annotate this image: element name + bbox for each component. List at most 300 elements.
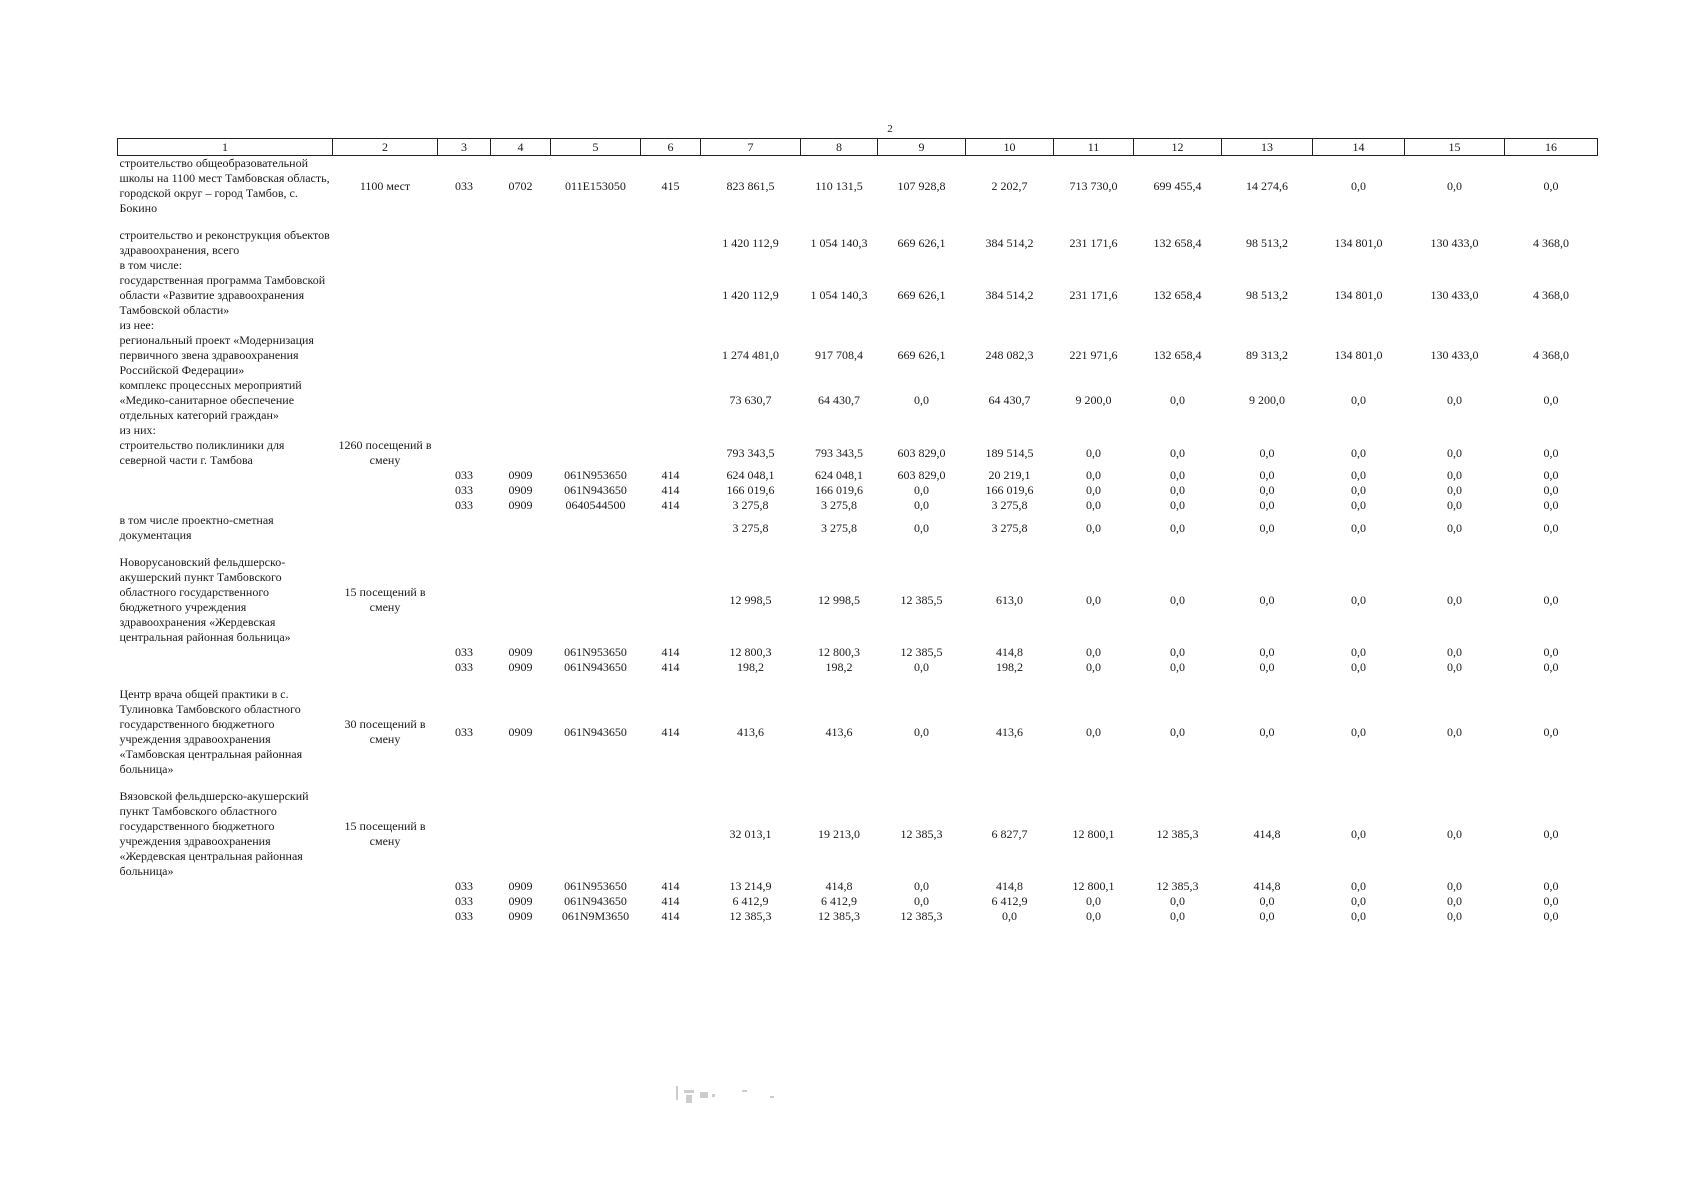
value-cell: 6 412,9 (821, 894, 857, 908)
value-cell: 0,0 (1086, 894, 1101, 908)
value-cell: 384 514,2 (985, 235, 1034, 250)
table-row (118, 513, 1598, 543)
spacer-cell (118, 777, 1598, 789)
column-header: 5 (551, 139, 641, 156)
value-cell: 9 200,0 (1075, 393, 1112, 407)
capacity-cell (333, 378, 438, 423)
table-row (118, 879, 1598, 894)
code-cell (641, 273, 701, 318)
value-cell: 414,8 (825, 879, 853, 893)
table-row (118, 378, 1598, 423)
value-cell: 0,0 (914, 894, 929, 908)
value-cell: 110 131,5 (815, 178, 863, 193)
code-cell (491, 555, 551, 645)
value-cell: 0,0 (914, 879, 929, 893)
code-cell: 061N953650 (564, 468, 627, 482)
value-cell: 20 219,1 (988, 468, 1031, 482)
spacer-row (118, 777, 1598, 789)
value-cell: 0,0 (1351, 592, 1366, 607)
capacity-cell (333, 483, 438, 498)
capacity-cell (333, 909, 438, 924)
value-cell: 0,0 (914, 483, 929, 497)
value-cell: 64 430,7 (818, 393, 860, 407)
value-cell: 0,0 (1351, 826, 1366, 841)
row-name: комплекс процессных мероприятий «Медико-санитарное обеспечение отдельных категорий граждан» (119, 378, 302, 422)
value-cell: 917 708,4 (815, 348, 863, 362)
code-cell (438, 438, 491, 468)
column-header: 12 (1134, 139, 1222, 156)
value-cell: 198,2 (825, 660, 853, 674)
code-cell: 0909 (508, 483, 533, 497)
note-text: в том числе: (119, 258, 183, 272)
value-cell: 0,0 (1086, 909, 1101, 923)
value-cell: 4 368,0 (1533, 235, 1569, 250)
code-cell (641, 513, 701, 543)
spacer-cell (118, 216, 1598, 228)
value-cell: 0,0 (1086, 724, 1101, 739)
spacer-row (118, 543, 1598, 555)
value-cell: 6 412,9 (732, 894, 769, 908)
value-cell: 1 054 140,3 (810, 288, 868, 302)
row-name: региональный проект «Модернизация первичного звена здравоохранения Российской Федерации» (119, 333, 314, 377)
code-cell (551, 438, 641, 468)
value-cell: 414,8 (1253, 879, 1281, 893)
value-cell: 0,0 (1259, 724, 1275, 739)
code-cell: 061N9M3650 (561, 909, 630, 923)
row-name (118, 645, 333, 660)
capacity-cell (333, 228, 438, 258)
code-cell (641, 378, 701, 423)
code-cell: 033 (455, 879, 473, 893)
value-cell: 0,0 (1170, 645, 1185, 659)
code-cell: 061N943650 (564, 724, 627, 739)
value-cell: 130 433,0 (1430, 235, 1479, 250)
value-cell: 0,0 (1543, 879, 1559, 893)
value-cell: 0,0 (1351, 483, 1366, 497)
value-cell: 12 800,3 (818, 645, 860, 659)
value-cell: 0,0 (1351, 393, 1366, 407)
value-cell: 0,0 (1170, 468, 1185, 482)
value-cell: 0,0 (1447, 498, 1462, 512)
code-cell (551, 555, 641, 645)
value-cell: 0,0 (1086, 645, 1101, 659)
value-cell: 414,8 (996, 645, 1023, 659)
column-header: 6 (641, 139, 701, 156)
value-cell: 0,0 (1447, 724, 1462, 739)
code-cell (641, 789, 701, 879)
value-cell: 13 214,9 (729, 879, 772, 893)
code-cell: 033 (455, 468, 473, 482)
value-cell: 0,0 (1351, 660, 1366, 674)
value-cell: 166 019,6 (815, 483, 863, 497)
code-cell (551, 273, 641, 318)
value-cell: 413,6 (737, 724, 764, 739)
row-name: в том числе проектно-сметная документация (119, 513, 274, 542)
value-cell: 0,0 (1543, 660, 1559, 674)
code-cell (438, 273, 491, 318)
value-cell: 413,6 (825, 724, 853, 739)
code-cell: 033 (455, 645, 473, 659)
value-cell: 414,8 (996, 879, 1023, 893)
value-cell: 0,0 (914, 660, 929, 674)
capacity-cell (333, 333, 438, 378)
code-cell (641, 228, 701, 258)
value-cell: 0,0 (1543, 483, 1559, 497)
note-text: из нее: (119, 318, 155, 332)
table-row (118, 156, 1598, 217)
code-cell (438, 333, 491, 378)
code-cell: 033 (455, 660, 473, 674)
value-cell: 0,0 (1170, 660, 1185, 674)
value-cell: 12 385,3 (729, 909, 772, 923)
value-cell: 0,0 (1086, 483, 1101, 497)
value-cell: 414,8 (1253, 826, 1281, 841)
value-cell: 132 658,4 (1153, 235, 1202, 250)
value-cell: 12 998,5 (818, 592, 860, 607)
value-cell: 0,0 (1259, 894, 1275, 908)
column-header: 2 (333, 139, 438, 156)
code-cell (641, 333, 701, 378)
value-cell: 1 420 112,9 (722, 288, 779, 302)
code-cell: 061N953650 (564, 879, 627, 893)
value-cell: 0,0 (1351, 520, 1366, 535)
code-cell: 0702 (508, 178, 533, 193)
value-cell: 699 455,4 (1153, 178, 1202, 193)
code-cell: 033 (455, 909, 473, 923)
code-cell: 414 (661, 498, 680, 512)
table-row (118, 645, 1598, 660)
code-cell: 061N943650 (564, 660, 627, 674)
spacer-row (118, 216, 1598, 228)
value-cell: 0,0 (914, 393, 929, 407)
value-cell: 0,0 (1447, 520, 1462, 535)
capacity-cell: 1100 мест (359, 178, 411, 193)
note-text: из них: (119, 423, 156, 437)
budget-table (117, 138, 1598, 924)
row-name (118, 483, 333, 498)
value-cell: 130 433,0 (1430, 348, 1479, 362)
value-cell: 0,0 (1086, 520, 1101, 535)
value-cell: 0,0 (1543, 724, 1559, 739)
value-cell: 0,0 (1447, 879, 1462, 893)
code-cell (641, 555, 701, 645)
row-name: строительство поликлиники для северной части г. Тамбова (119, 438, 285, 467)
value-cell: 0,0 (1086, 592, 1101, 607)
value-cell: 132 658,4 (1153, 288, 1202, 302)
capacity-cell (333, 879, 438, 894)
row-name: строительство общеобразовательной школы на 1100 мест Тамбовская область, городской округ – город Тамбов, с. Бокино (119, 156, 330, 215)
value-cell: 12 385,5 (900, 645, 943, 659)
code-cell: 033 (455, 483, 473, 497)
value-cell: 669 626,1 (897, 348, 946, 362)
value-cell: 0,0 (1086, 445, 1101, 460)
code-cell (551, 513, 641, 543)
column-header: 16 (1505, 139, 1598, 156)
table-row (118, 228, 1598, 258)
table-row (118, 468, 1598, 483)
value-cell: 0,0 (1351, 178, 1366, 193)
value-cell: 0,0 (1447, 445, 1462, 460)
value-cell: 0,0 (1447, 826, 1462, 841)
capacity-cell (333, 273, 438, 318)
value-cell: 0,0 (1543, 645, 1559, 659)
note-row (118, 258, 1598, 273)
value-cell: 0,0 (1447, 909, 1462, 923)
value-cell: 12 385,3 (1156, 879, 1199, 893)
note-row (118, 423, 1598, 438)
code-cell: 0909 (508, 894, 533, 908)
value-cell: 12 800,1 (1072, 826, 1115, 841)
code-cell (551, 789, 641, 879)
value-cell: 0,0 (1259, 592, 1275, 607)
value-cell: 0,0 (1447, 660, 1462, 674)
value-cell: 613,0 (996, 592, 1023, 607)
value-cell: 0,0 (1259, 468, 1275, 482)
row-name: строительство и реконструкция объектов здравоохранения, всего (119, 228, 330, 257)
value-cell: 3 275,8 (991, 520, 1028, 535)
value-cell: 0,0 (1543, 592, 1559, 607)
value-cell: 1 054 140,3 (810, 235, 868, 250)
value-cell: 0,0 (1447, 178, 1462, 193)
value-cell: 12 385,3 (900, 826, 943, 841)
value-cell: 64 430,7 (988, 393, 1031, 407)
code-cell: 415 (661, 178, 680, 193)
code-cell: 414 (661, 724, 680, 739)
value-cell: 0,0 (1351, 894, 1366, 908)
value-cell: 0,0 (1351, 879, 1366, 893)
value-cell: 0,0 (1259, 660, 1275, 674)
code-cell: 0909 (508, 909, 533, 923)
value-cell: 6 827,7 (991, 826, 1028, 841)
value-cell: 9 200,0 (1249, 393, 1285, 407)
code-cell (438, 378, 491, 423)
capacity-cell (333, 894, 438, 909)
value-cell: 198,2 (996, 660, 1023, 674)
capacity-cell (333, 468, 438, 483)
value-cell: 0,0 (1351, 909, 1366, 923)
value-cell: 0,0 (914, 724, 929, 739)
row-name: государственная программа Тамбовской области «Развитие здравоохранения Тамбовской области» (119, 273, 326, 317)
value-cell: 669 626,1 (897, 288, 946, 302)
code-cell: 0909 (508, 879, 533, 893)
value-cell: 134 801,0 (1334, 235, 1383, 250)
code-cell: 011E153050 (565, 178, 626, 193)
table-row (118, 555, 1598, 645)
value-cell: 0,0 (1086, 468, 1101, 482)
code-cell: 414 (661, 879, 680, 893)
value-cell: 134 801,0 (1334, 288, 1383, 302)
table-row (118, 438, 1598, 468)
value-cell: 231 171,6 (1069, 235, 1118, 250)
code-cell (551, 228, 641, 258)
value-cell: 0,0 (1259, 498, 1275, 512)
row-name (118, 894, 333, 909)
value-cell: 32 013,1 (729, 826, 772, 841)
code-cell: 061N943650 (564, 483, 627, 497)
code-cell: 414 (661, 909, 680, 923)
code-cell (491, 378, 551, 423)
code-cell: 033 (455, 178, 473, 193)
row-name: Вязовской фельдшерско-акушерский пункт Тамбовского областного государственного бюджетного учреждения здравоохранения «Жердевская центральная районная больница» (119, 789, 309, 878)
code-cell: 414 (661, 660, 680, 674)
column-header: 4 (491, 139, 551, 156)
value-cell: 0,0 (1447, 645, 1462, 659)
value-cell: 107 928,8 (897, 178, 946, 193)
value-cell: 0,0 (1543, 498, 1559, 512)
value-cell: 189 514,5 (985, 445, 1034, 460)
value-cell: 0,0 (1259, 445, 1275, 460)
value-cell: 3 275,8 (732, 520, 769, 535)
spacer-cell (118, 543, 1598, 555)
value-cell: 0,0 (1086, 660, 1101, 674)
value-cell: 0,0 (1447, 483, 1462, 497)
value-cell: 0,0 (1259, 909, 1275, 923)
table-row (118, 894, 1598, 909)
code-cell (438, 555, 491, 645)
value-cell: 231 171,6 (1069, 288, 1118, 302)
value-cell: 14 274,6 (1246, 178, 1288, 193)
code-cell: 0909 (508, 660, 533, 674)
code-cell: 0909 (508, 498, 533, 512)
value-cell: 624 048,1 (815, 468, 863, 482)
page-number: 2 (887, 123, 893, 135)
value-cell: 0,0 (1170, 483, 1185, 497)
value-cell: 0,0 (1447, 468, 1462, 482)
value-cell: 669 626,1 (897, 235, 946, 250)
capacity-cell: 30 посещений в смену (344, 717, 426, 746)
row-name: Новорусановский фельдшерско-акушерский пункт Тамбовского областного государственного бюджетного учреждения здравоохранения «Жердевская центральная районная больница» (119, 555, 291, 644)
capacity-cell (333, 660, 438, 675)
value-cell: 19 213,0 (818, 826, 860, 841)
code-cell (438, 789, 491, 879)
value-cell: 0,0 (1170, 894, 1185, 908)
value-cell: 0,0 (1447, 894, 1462, 908)
value-cell: 12 998,5 (729, 592, 772, 607)
code-cell: 0640544500 (565, 498, 626, 512)
value-cell: 0,0 (1259, 483, 1275, 497)
value-cell: 793 343,5 (726, 445, 775, 460)
value-cell: 603 829,0 (897, 468, 946, 482)
row-name: Центр врача общей практики в с. Тулиновка Тамбовского областного государственного бюджетного учреждения здравоохранения «Тамбовская центральная районная больница» (119, 687, 303, 776)
value-cell: 0,0 (1543, 894, 1559, 908)
code-cell (551, 333, 641, 378)
code-cell (491, 438, 551, 468)
value-cell: 0,0 (1543, 445, 1559, 460)
column-header: 8 (801, 139, 878, 156)
value-cell: 0,0 (1351, 445, 1366, 460)
code-cell: 061N943650 (564, 894, 627, 908)
capacity-cell: 15 посещений в смену (344, 819, 426, 848)
value-cell: 413,6 (996, 724, 1023, 739)
value-cell: 3 275,8 (991, 498, 1028, 512)
capacity-cell: 15 посещений в смену (344, 585, 426, 614)
value-cell: 0,0 (1002, 909, 1017, 923)
value-cell: 98 513,2 (1246, 288, 1288, 302)
value-cell: 12 800,1 (1072, 879, 1115, 893)
column-header: 11 (1054, 139, 1134, 156)
code-cell: 0909 (508, 724, 533, 739)
value-cell: 0,0 (1351, 468, 1366, 482)
code-cell: 0909 (508, 468, 533, 482)
value-cell: 823 861,5 (726, 178, 775, 193)
table-row (118, 333, 1598, 378)
spacer-cell (118, 675, 1598, 687)
column-header: 1 (118, 139, 333, 156)
row-name (118, 468, 333, 483)
value-cell: 0,0 (1351, 724, 1366, 739)
code-cell (491, 273, 551, 318)
value-cell: 134 801,0 (1334, 348, 1383, 362)
value-cell: 0,0 (1543, 393, 1559, 407)
value-cell: 0,0 (1086, 498, 1101, 512)
header-row (118, 139, 1598, 156)
value-cell: 6 412,9 (991, 894, 1028, 908)
value-cell: 0,0 (1170, 909, 1185, 923)
value-cell: 0,0 (1170, 592, 1185, 607)
code-cell: 0909 (508, 645, 533, 659)
value-cell: 198,2 (737, 660, 764, 674)
column-header: 15 (1405, 139, 1505, 156)
value-cell: 248 082,3 (985, 348, 1034, 362)
value-cell: 0,0 (1170, 724, 1185, 739)
value-cell: 0,0 (1447, 592, 1462, 607)
capacity-cell (333, 513, 438, 543)
code-cell: 414 (661, 483, 680, 497)
value-cell: 0,0 (1170, 393, 1185, 407)
value-cell: 4 368,0 (1533, 288, 1569, 302)
value-cell: 4 368,0 (1533, 348, 1569, 362)
column-header: 14 (1313, 139, 1405, 156)
table-row (118, 498, 1598, 513)
value-cell: 0,0 (1447, 393, 1462, 407)
code-cell: 033 (455, 498, 473, 512)
value-cell: 12 800,3 (729, 645, 772, 659)
value-cell: 132 658,4 (1153, 348, 1202, 362)
code-cell (491, 789, 551, 879)
table-row (118, 789, 1598, 879)
value-cell: 12 385,3 (900, 909, 943, 923)
code-cell (641, 438, 701, 468)
value-cell: 0,0 (1543, 178, 1559, 193)
table-row (118, 660, 1598, 675)
table-body (118, 156, 1598, 925)
capacity-cell (333, 498, 438, 513)
code-cell (491, 333, 551, 378)
code-cell: 033 (455, 894, 473, 908)
code-cell (491, 513, 551, 543)
value-cell: 0,0 (1170, 520, 1185, 535)
value-cell: 0,0 (1170, 498, 1185, 512)
code-cell: 061N953650 (564, 645, 627, 659)
row-name (118, 879, 333, 894)
value-cell: 3 275,8 (821, 520, 857, 535)
value-cell: 0,0 (1351, 645, 1366, 659)
value-cell: 0,0 (914, 520, 929, 535)
note-row (118, 318, 1598, 333)
table-row (118, 483, 1598, 498)
code-cell: 414 (661, 894, 680, 908)
scan-smudge (672, 1080, 792, 1110)
value-cell: 1 420 112,9 (722, 235, 779, 250)
column-header: 10 (966, 139, 1054, 156)
table-row (118, 273, 1598, 318)
table-row (118, 909, 1598, 924)
value-cell: 0,0 (1543, 909, 1559, 923)
column-header: 9 (878, 139, 966, 156)
spacer-row (118, 675, 1598, 687)
value-cell: 12 385,5 (900, 592, 943, 607)
row-name (118, 498, 333, 513)
